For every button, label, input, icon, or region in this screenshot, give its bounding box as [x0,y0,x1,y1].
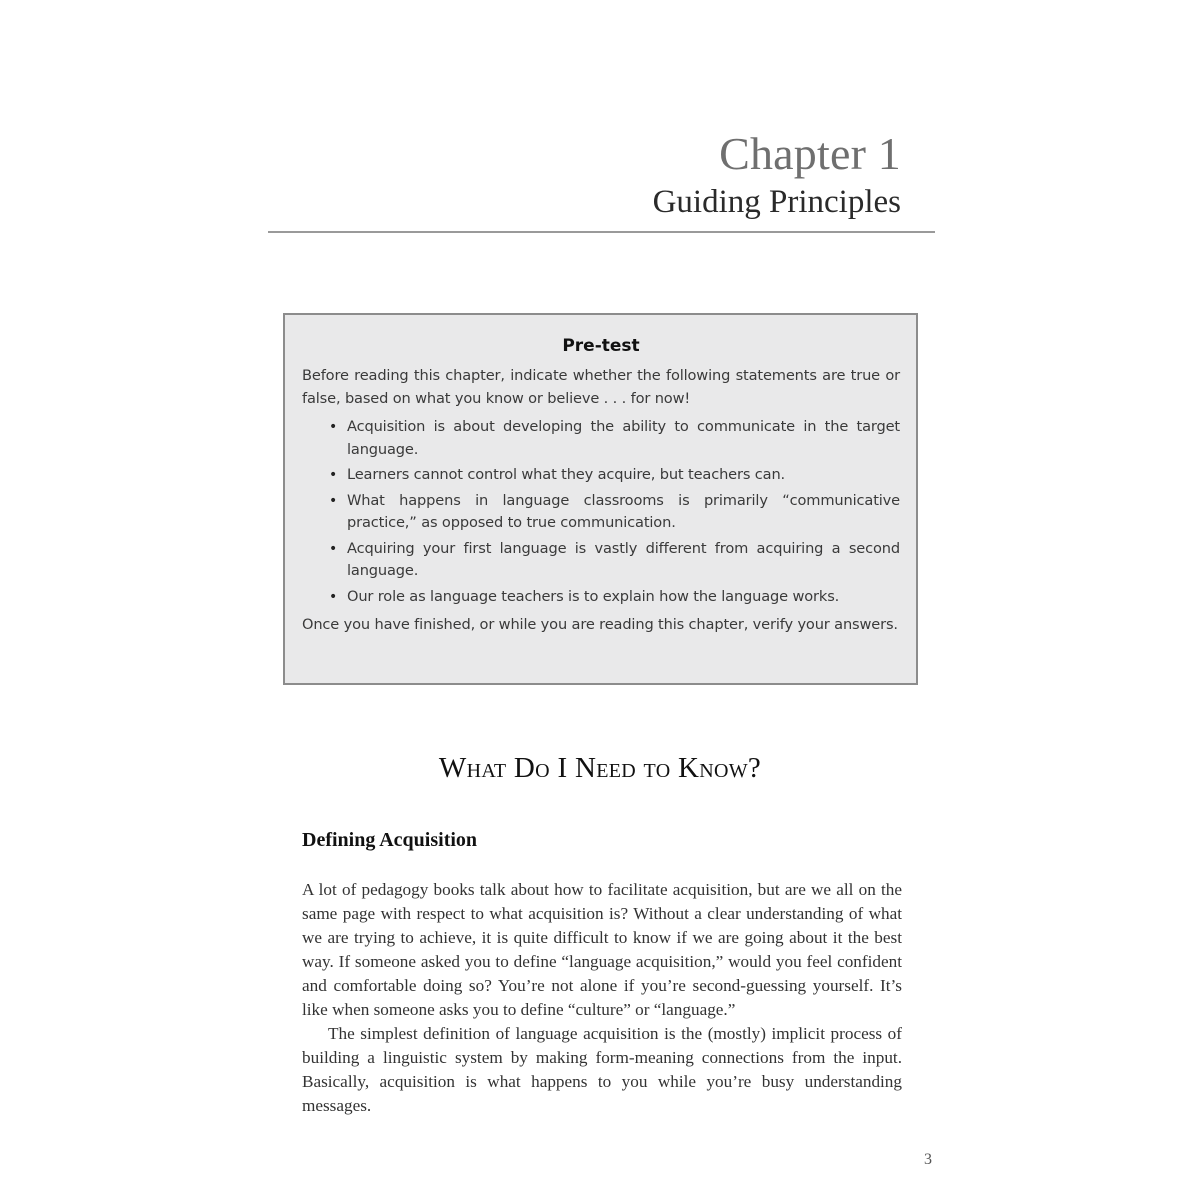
bullet-icon: • [329,588,338,605]
pretest-title: Pre-test [562,336,640,356]
statement-text: What happens in language classrooms is primarily “communicative practice,” as opposed to true communication. [347,491,900,531]
statement-text: Acquisition is about developing the ability to communicate in the target language. [347,418,900,458]
pretest-statement [329,586,900,609]
pretest-box [283,313,918,685]
statement-text: Learners cannot control what they acquire, but teachers can. [347,466,786,483]
body-text [302,878,902,1118]
section-heading: What Do I Need to Know? [438,752,762,784]
statement-text: Our role as language teachers is to explain how the language works. [347,587,840,605]
statement-text: Acquiring your first language is vastly different from acquiring a second language. [347,539,900,579]
pretest-statement [329,416,900,461]
bullet-icon: • [329,492,338,509]
chapter-divider [268,231,935,233]
body-paragraph: The simplest definition of language acquisition is the (mostly) implicit process of building a linguistic system by making form-meaning connections from the input. Basically, acquisition is what happens to you while you’re busy understanding messages. [302,1024,902,1115]
pretest-statement [329,464,900,487]
body-paragraph: A lot of pedagogy books talk about how to facilitate acquisition, but are we all on the same page with respect to what acquisition is? Without a clear understanding of what we are trying to achieve, it is quite difficult to know if we are going about it the best way. If someone asked you to define “language acquisition,” would you feel confident and comfortable doing so? You’re not alone if you’re second-guessing yourself. It’s like when someone asks you to define “culture” or “language.” [302,880,902,1019]
subsection-heading: Defining Acquisition [302,829,478,851]
pretest-outro: Once you have finished, or while you are reading this chapter, verify your answers. [302,616,898,633]
chapter-title: Guiding Principles [652,184,901,220]
bullet-icon: • [329,540,338,557]
chapter-header [653,124,901,222]
bullet-icon: • [329,467,338,483]
page-number: 3 [924,1151,932,1168]
pretest-statements [302,416,900,608]
pretest-statement [329,538,900,583]
pretest-intro: Before reading this chapter, indicate whether the following statements are true or false, based on what you know or believe . . . for now! [302,367,900,407]
pretest-statement [329,490,900,535]
bullet-icon: • [329,419,338,435]
chapter-number: Chapter 1 [719,128,901,179]
